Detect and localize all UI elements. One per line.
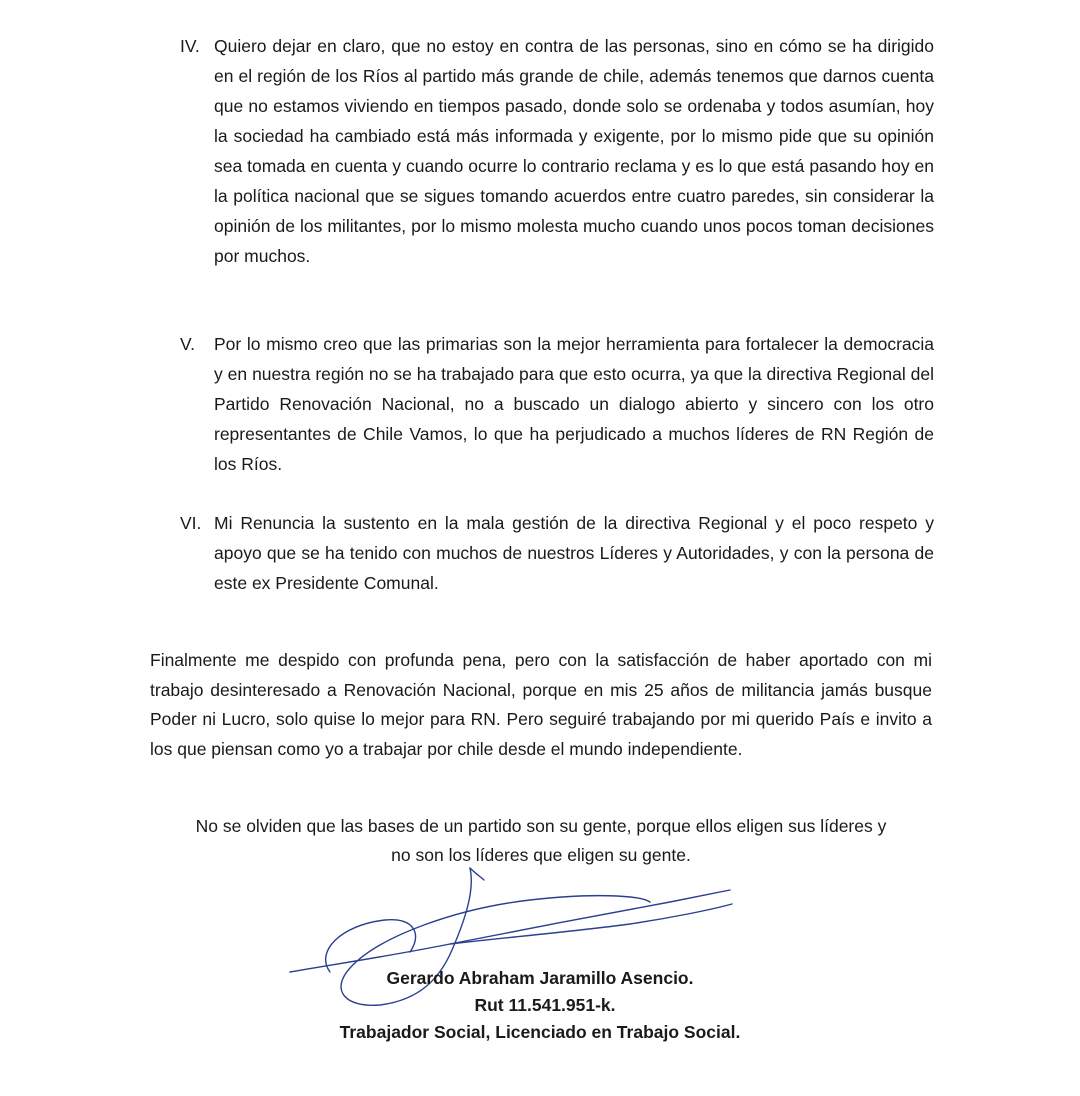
signatory-title: Trabajador Social, Licenciado en Trabajo Social. [339, 1022, 741, 1042]
item-text: Por lo mismo creo que las primarias son la mejor herramienta para fortalecer la democracia y en nuestra región no se ha trabajado para que esto ocurra, ya que la directiva Regional del Partido Renovación Nacional, no a buscado un dialogo abierto y sincero con los otro representantes de Chile Vamos, lo que ha perjudicado a muchos líderes de RN Región de los Ríos. [214, 334, 934, 474]
list-item-v [180, 329, 934, 479]
item-number: IV. [180, 36, 200, 56]
item-number: VI. [180, 513, 202, 533]
signatory-rut: Rut 11.541.951-k. [474, 995, 616, 1015]
item-text: Quiero dejar en claro, que no estoy en contra de las personas, sino en cómo se ha dirigido en el región de los Ríos al partido más grande de chile, además tenemos que darnos cuenta que no estamos viviendo en tiempos pasado, donde solo se ordenaba y todos asumían, hoy la sociedad ha cambiado está más informada y exigente, por lo mismo pide que su opinión sea tomada en cuenta y cuando ocurre lo contrario reclama y es lo que está pasando hoy en la política nacional que se sigues tomando acuerdos entre cuatro paredes, sin considerar la opinión de los militantes, por lo mismo molesta mucho cuando unos pocos toman decisiones por muchos. [214, 36, 934, 266]
item-number: V. [180, 334, 195, 354]
signature-block [300, 965, 780, 1046]
motto-line-2: no son los líderes que eligen su gente. [391, 845, 691, 865]
motto [150, 812, 932, 870]
closing-paragraph: Finalmente me despido con profunda pena, pero con la satisfacción de haber aportado con mi trabajo desinteresado a Renovación Nacional, porque en mis 25 años de militancia jamás busque Poder ni Lucro, solo quise lo mejor para RN. Pero seguiré trabajando por mi querido País e invito a los que piensan como yo a trabajar por chile desde el mundo independiente. [150, 650, 932, 759]
item-text: Mi Renuncia la sustento en la mala gestión de la directiva Regional y el poco respeto y apoyo que se ha tenido con muchos de nuestros Líderes y Autoridades, y con la persona de este ex Presidente Comunal. [214, 513, 934, 593]
motto-line-1: No se olviden que las bases de un partido son su gente, porque ellos eligen sus líderes y [195, 816, 887, 836]
signatory-name: Gerardo Abraham Jaramillo Asencio. [386, 968, 694, 988]
list-item-iv [180, 31, 934, 271]
list-item-vi [180, 508, 934, 598]
